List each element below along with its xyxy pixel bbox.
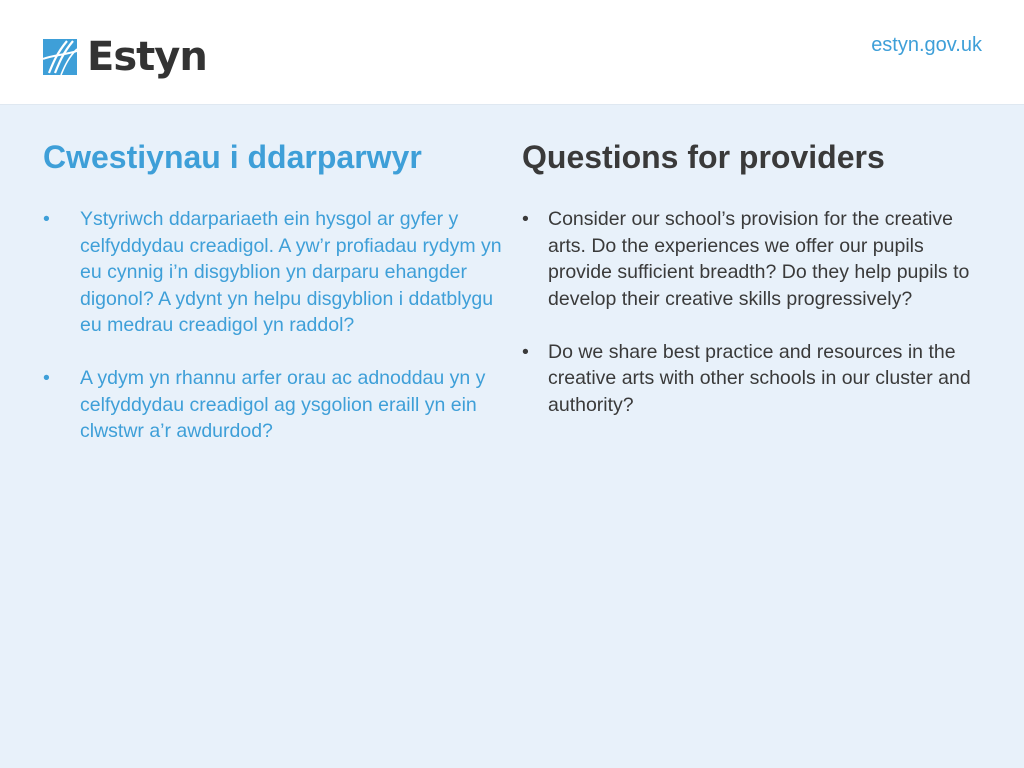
estyn-logo-mark-icon [43, 39, 77, 75]
brand-name: Estyn [87, 34, 207, 80]
list-item [522, 339, 992, 419]
english-bullet-text: Consider our school’s provision for the creative arts. Do the experiences we offer our pupils provide sufficient breadth? Do they help pupils to develop their creative skills progressively? [548, 208, 970, 310]
english-bullet-text: Do we share best practice and resources in the creative arts with other schools in our cluster and authority? [548, 340, 971, 416]
english-column [522, 138, 992, 445]
welsh-bullet-text: Ystyriwch ddarpariaeth ein hysgol ar gyfer y celfyddydau creadigol. A yw’r profiadau rydym yn eu cynnig i’n disgyblion yn darparu ehangder digonol? A ydynt yn helpu disgyblion i ddatblygu eu medrau creadigol yn raddol? [80, 208, 502, 336]
welsh-bullet-list [43, 206, 503, 445]
english-heading: Questions for providers [522, 139, 885, 175]
bullet-icon: • [43, 367, 50, 389]
english-bullet-list [522, 206, 992, 418]
welsh-heading: Cwestiynau i ddarparwyr [43, 139, 422, 175]
site-url-link[interactable]: estyn.gov.uk [871, 34, 982, 56]
welsh-bullet-text: A ydym yn rhannu arfer orau ac adnoddau yn y celfyddydau creadigol ag ysgolion eraill yn ein clwstwr a’r awdurdod? [80, 367, 486, 442]
welsh-column [43, 138, 503, 471]
bullet-icon: • [522, 208, 529, 230]
list-item [522, 206, 992, 312]
page-header [0, 0, 1024, 105]
estyn-logo[interactable] [43, 32, 207, 82]
list-item [43, 365, 503, 445]
bullet-icon: • [43, 208, 50, 230]
bullet-icon: • [522, 340, 529, 363]
list-item [43, 206, 503, 339]
